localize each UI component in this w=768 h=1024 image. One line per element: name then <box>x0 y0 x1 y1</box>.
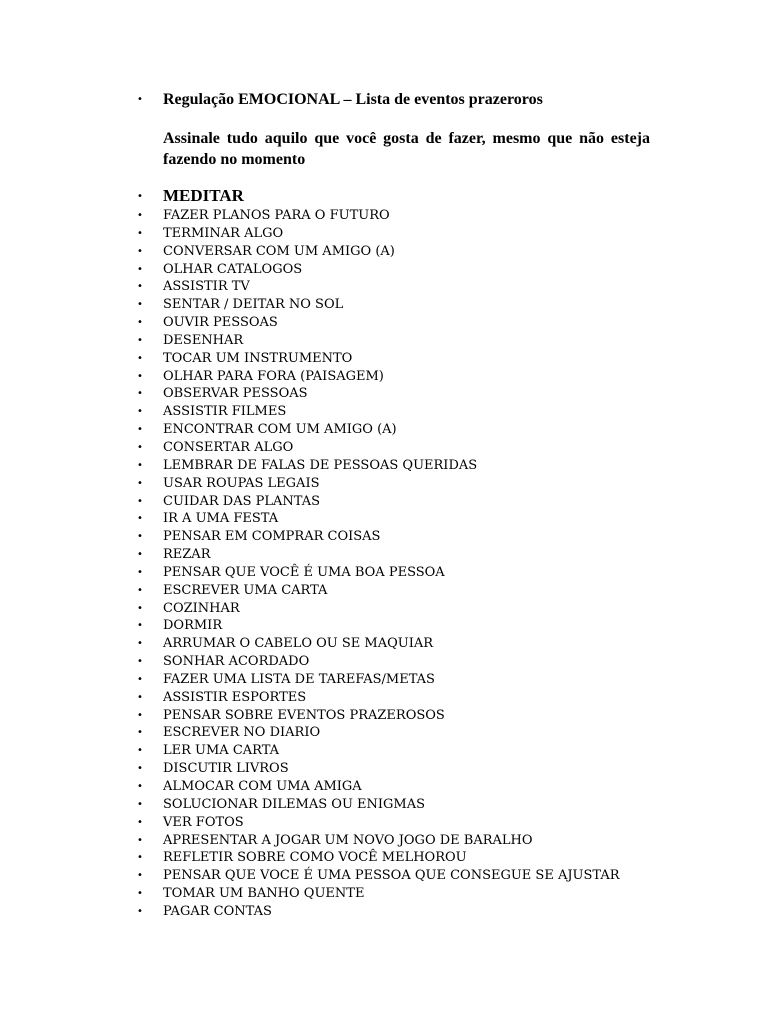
list-item-label: ASSISTIR FILMES <box>163 404 287 420</box>
list-item <box>0 635 768 653</box>
bullet-icon: • <box>137 495 143 507</box>
bullet-icon: • <box>137 656 143 668</box>
bullet-icon: • <box>137 477 143 489</box>
bullet-icon: • <box>137 191 143 202</box>
list-item <box>0 207 768 225</box>
bullet-icon: • <box>137 584 143 596</box>
list-item <box>0 707 768 725</box>
list-item <box>0 314 768 332</box>
document-heading: Regulação EMOCIONAL – Lista de eventos prazeroros <box>163 91 543 108</box>
bullet-icon: • <box>137 531 143 543</box>
bullet-icon: • <box>137 798 143 810</box>
bullet-icon: • <box>137 334 143 346</box>
bullet-icon: • <box>137 388 143 400</box>
list-item-label: SONHAR ACORDADO <box>163 654 310 670</box>
bullet-icon: • <box>137 281 143 293</box>
bullet-icon: • <box>137 406 143 418</box>
bullet-icon: • <box>137 513 143 525</box>
list-item <box>0 849 768 867</box>
list-item-label: SENTAR / DEITAR NO SOL <box>163 297 344 313</box>
list-item-label: OLHAR PARA FORA (PAISAGEM) <box>163 368 384 384</box>
bullet-icon: • <box>137 905 143 917</box>
list-item-label: PAGAR CONTAS <box>163 903 272 919</box>
list-item-label: FAZER UMA LISTA DE TAREFAS/METAS <box>163 671 435 687</box>
list-item-label: ALMOCAR COM UMA AMIGA <box>163 779 362 794</box>
list-item-label: PENSAR SOBRE EVENTOS PRAZEROSOS <box>163 707 445 723</box>
bullet-icon: • <box>137 299 143 311</box>
list-item-label: OUVIR PESSOAS <box>163 315 278 331</box>
list-item <box>0 493 768 511</box>
list-item <box>0 778 768 796</box>
list-item <box>0 760 768 778</box>
bullet-icon: • <box>137 370 143 382</box>
list-item <box>0 332 768 350</box>
list-item-label: TOMAR UM BANHO QUENTE <box>163 886 365 902</box>
bullet-icon: • <box>137 263 143 275</box>
list-item <box>0 510 768 528</box>
list-item-label: VER FOTOS <box>163 814 244 830</box>
list-item-label: ASSISTIR TV <box>163 279 250 295</box>
list-item-label: SOLUCIONAR DILEMAS OU ENIGMAS <box>163 796 426 812</box>
list-item <box>0 814 768 832</box>
list-item-label: PENSAR EM COMPRAR COISAS <box>163 529 381 545</box>
list-item <box>0 261 768 279</box>
bullet-icon: • <box>137 566 143 578</box>
bullet-icon: • <box>137 673 143 685</box>
list-item <box>0 546 768 564</box>
list-item <box>0 600 768 618</box>
bullet-icon: • <box>137 745 143 757</box>
list-item-label: FAZER PLANOS PARA O FUTURO <box>163 208 390 223</box>
list-item-label: OLHAR CATALOGOS <box>163 261 303 277</box>
list-item-label: REFLETIR SOBRE COMO VOCÊ MELHOROU <box>163 850 467 866</box>
heading-row <box>0 90 768 110</box>
list-item-label: ENCONTRAR COM UM AMIGO (A) <box>163 422 397 438</box>
list-item-label: LEMBRAR DE FALAS DE PESSOAS QUERIDAS <box>163 457 478 473</box>
list-item-label: CONVERSAR COM UM AMIGO (A) <box>163 243 395 259</box>
first-list-item <box>0 186 768 206</box>
list-item <box>0 796 768 814</box>
list-item <box>0 225 768 243</box>
list-item <box>0 903 768 921</box>
bullet-icon: • <box>137 317 143 329</box>
list-item <box>0 617 768 635</box>
bullet-icon: • <box>137 727 143 739</box>
list-item <box>0 243 768 261</box>
list-item-label: TOCAR UM INSTRUMENTO <box>163 350 353 366</box>
list-item <box>0 296 768 314</box>
list-item <box>0 403 768 421</box>
bullet-icon: • <box>137 816 143 828</box>
bullet-icon: • <box>137 549 143 561</box>
list-item <box>0 582 768 600</box>
bullet-icon: • <box>137 352 143 364</box>
bullet-icon: • <box>137 691 143 703</box>
activity-list <box>0 207 768 921</box>
bullet-icon: • <box>137 602 143 614</box>
list-item <box>0 885 768 903</box>
list-item-label: IR A UMA FESTA <box>163 511 279 527</box>
list-item <box>0 439 768 457</box>
list-item <box>0 724 768 742</box>
list-item <box>0 832 768 850</box>
list-item <box>0 564 768 582</box>
list-item-label: ESCREVER UMA CARTA <box>163 582 328 598</box>
bullet-icon: • <box>137 834 143 846</box>
list-item <box>0 689 768 707</box>
bullet-icon: • <box>137 852 143 864</box>
bullet-icon: • <box>137 424 143 436</box>
list-item-label: ESCREVER NO DIARIO <box>163 725 321 741</box>
list-item <box>0 742 768 760</box>
list-item <box>0 368 768 386</box>
list-item-label: ARRUMAR O CABELO OU SE MAQUIAR <box>163 636 434 652</box>
list-item-label: USAR ROUPAS LEGAIS <box>163 475 320 491</box>
bullet-icon: • <box>137 459 143 471</box>
list-item-label: PENSAR QUE VOCE É UMA PESSOA QUE CONSEGUE SE AJUSTAR <box>163 868 620 884</box>
instruction-text: Assinale tudo aquilo que você gosta de fazer, mesmo que não esteja fazendo no momento <box>163 130 650 168</box>
bullet-icon: • <box>137 888 143 900</box>
list-item <box>0 653 768 671</box>
list-item <box>0 867 768 885</box>
list-item-label: APRESENTAR A JOGAR UM NOVO JOGO DE BARALHO <box>163 832 533 848</box>
bullet-icon: • <box>137 620 143 632</box>
list-item-label: CUIDAR DAS PLANTAS <box>163 493 321 509</box>
list-item-label: PENSAR QUE VOCÊ É UMA BOA PESSOA <box>163 564 445 580</box>
list-item-label: DESENHAR <box>163 332 244 348</box>
list-item <box>0 350 768 368</box>
list-item-label: DISCUTIR LIVROS <box>163 761 289 777</box>
bullet-icon: • <box>137 245 143 257</box>
list-item-label: DORMIR <box>163 618 223 634</box>
list-item <box>0 671 768 689</box>
list-item-label: OBSERVAR PESSOAS <box>163 386 308 402</box>
list-item-label: ASSISTIR ESPORTES <box>163 689 307 705</box>
bullet-icon: • <box>137 781 143 792</box>
list-item <box>0 278 768 296</box>
bullet-icon: • <box>137 227 143 239</box>
list-item-label: TERMINAR ALGO <box>163 225 284 241</box>
first-list-item-label: MEDITAR <box>163 186 244 205</box>
list-item-label: LER UMA CARTA <box>163 743 280 759</box>
bullet-icon: • <box>137 210 143 221</box>
list-item <box>0 528 768 546</box>
bullet-icon: • <box>137 441 143 453</box>
bullet-icon: • <box>137 763 143 775</box>
bullet-icon: • <box>137 638 143 650</box>
list-item <box>0 457 768 475</box>
list-item-label: REZAR <box>163 547 211 563</box>
bullet-icon: • <box>137 870 143 882</box>
list-item <box>0 385 768 403</box>
list-item <box>0 421 768 439</box>
bullet-icon: • <box>137 94 143 105</box>
list-item-label: CONSERTAR ALGO <box>163 439 294 455</box>
bullet-icon: • <box>137 709 143 721</box>
list-item <box>0 475 768 493</box>
list-item-label: COZINHAR <box>163 600 240 616</box>
